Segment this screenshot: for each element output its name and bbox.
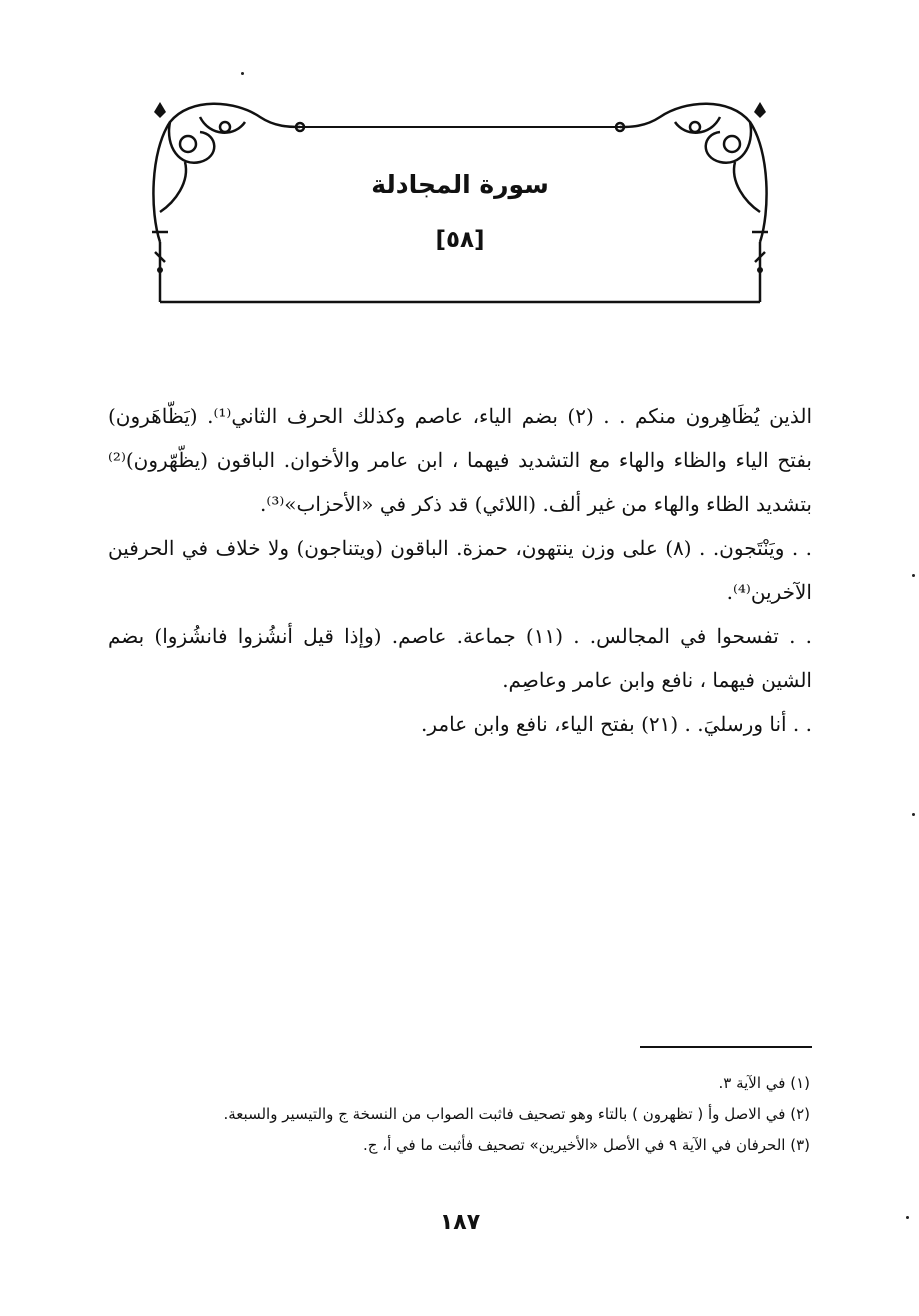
footnote-separator — [640, 1046, 812, 1048]
commentary-body — [108, 394, 812, 746]
commentary-paragraph: . . تفسحوا في المجالس. . (١١) جماعة. عاصم. (وإذا قيل أنشُزوا فانشُزوا) بضم الشين فيهما ، نافع وابن عامر وعاصِم. — [108, 624, 812, 692]
sura-title-frame — [140, 92, 780, 310]
footnotes — [130, 1068, 810, 1161]
footnote: (٣) الحرفان في الآية ٩ في الأصل «الأخيرين» تصحيف فأثبت ما في أ، ج. — [363, 1136, 810, 1154]
page-speck — [241, 72, 244, 75]
footnote: (١) في الآية ٣. — [718, 1074, 810, 1092]
footnote: (٢) في الاصل وأ ( تظهرون ) بالتاء وهو تصحيف فاثبت الصواب من النسخة ج والتيسير والسبعة. — [223, 1105, 810, 1123]
commentary-paragraph: الذين يُظَاهِرون منكم . . (٢) بضم الياء، عاصم وكذلك الحرف الثاني⁽¹⁾. (يَظّاهَرون) بفتح الياء والظاء والهاء مع التشديد فيهما ، ابن عامر والأخوان. الباقون (يظّهّرون)⁽²⁾ بتشديد الظاء والهاء من غير ألف. (اللائي) قد ذكر في «الأحزاب»⁽³⁾. — [108, 404, 813, 516]
page-speck — [912, 574, 915, 577]
page-speck — [912, 813, 915, 816]
commentary-paragraph: . . أنا ورسليَ. . (٢١) بفتح الياء، نافع وابن عامر. — [421, 712, 812, 736]
sura-title: سورة المجادلة — [371, 170, 549, 199]
commentary-paragraph: . . ويَنْتَجون. . (٨) على وزن ينتهون، حمزة. الباقون (ويتناجون) ولا خلاف في الحرفين الآخرين⁽⁴⁾. — [108, 536, 812, 604]
sura-number: [٥٨] — [435, 227, 485, 253]
page-number: ١٨٧ — [439, 1210, 481, 1235]
page-speck — [906, 1216, 909, 1219]
